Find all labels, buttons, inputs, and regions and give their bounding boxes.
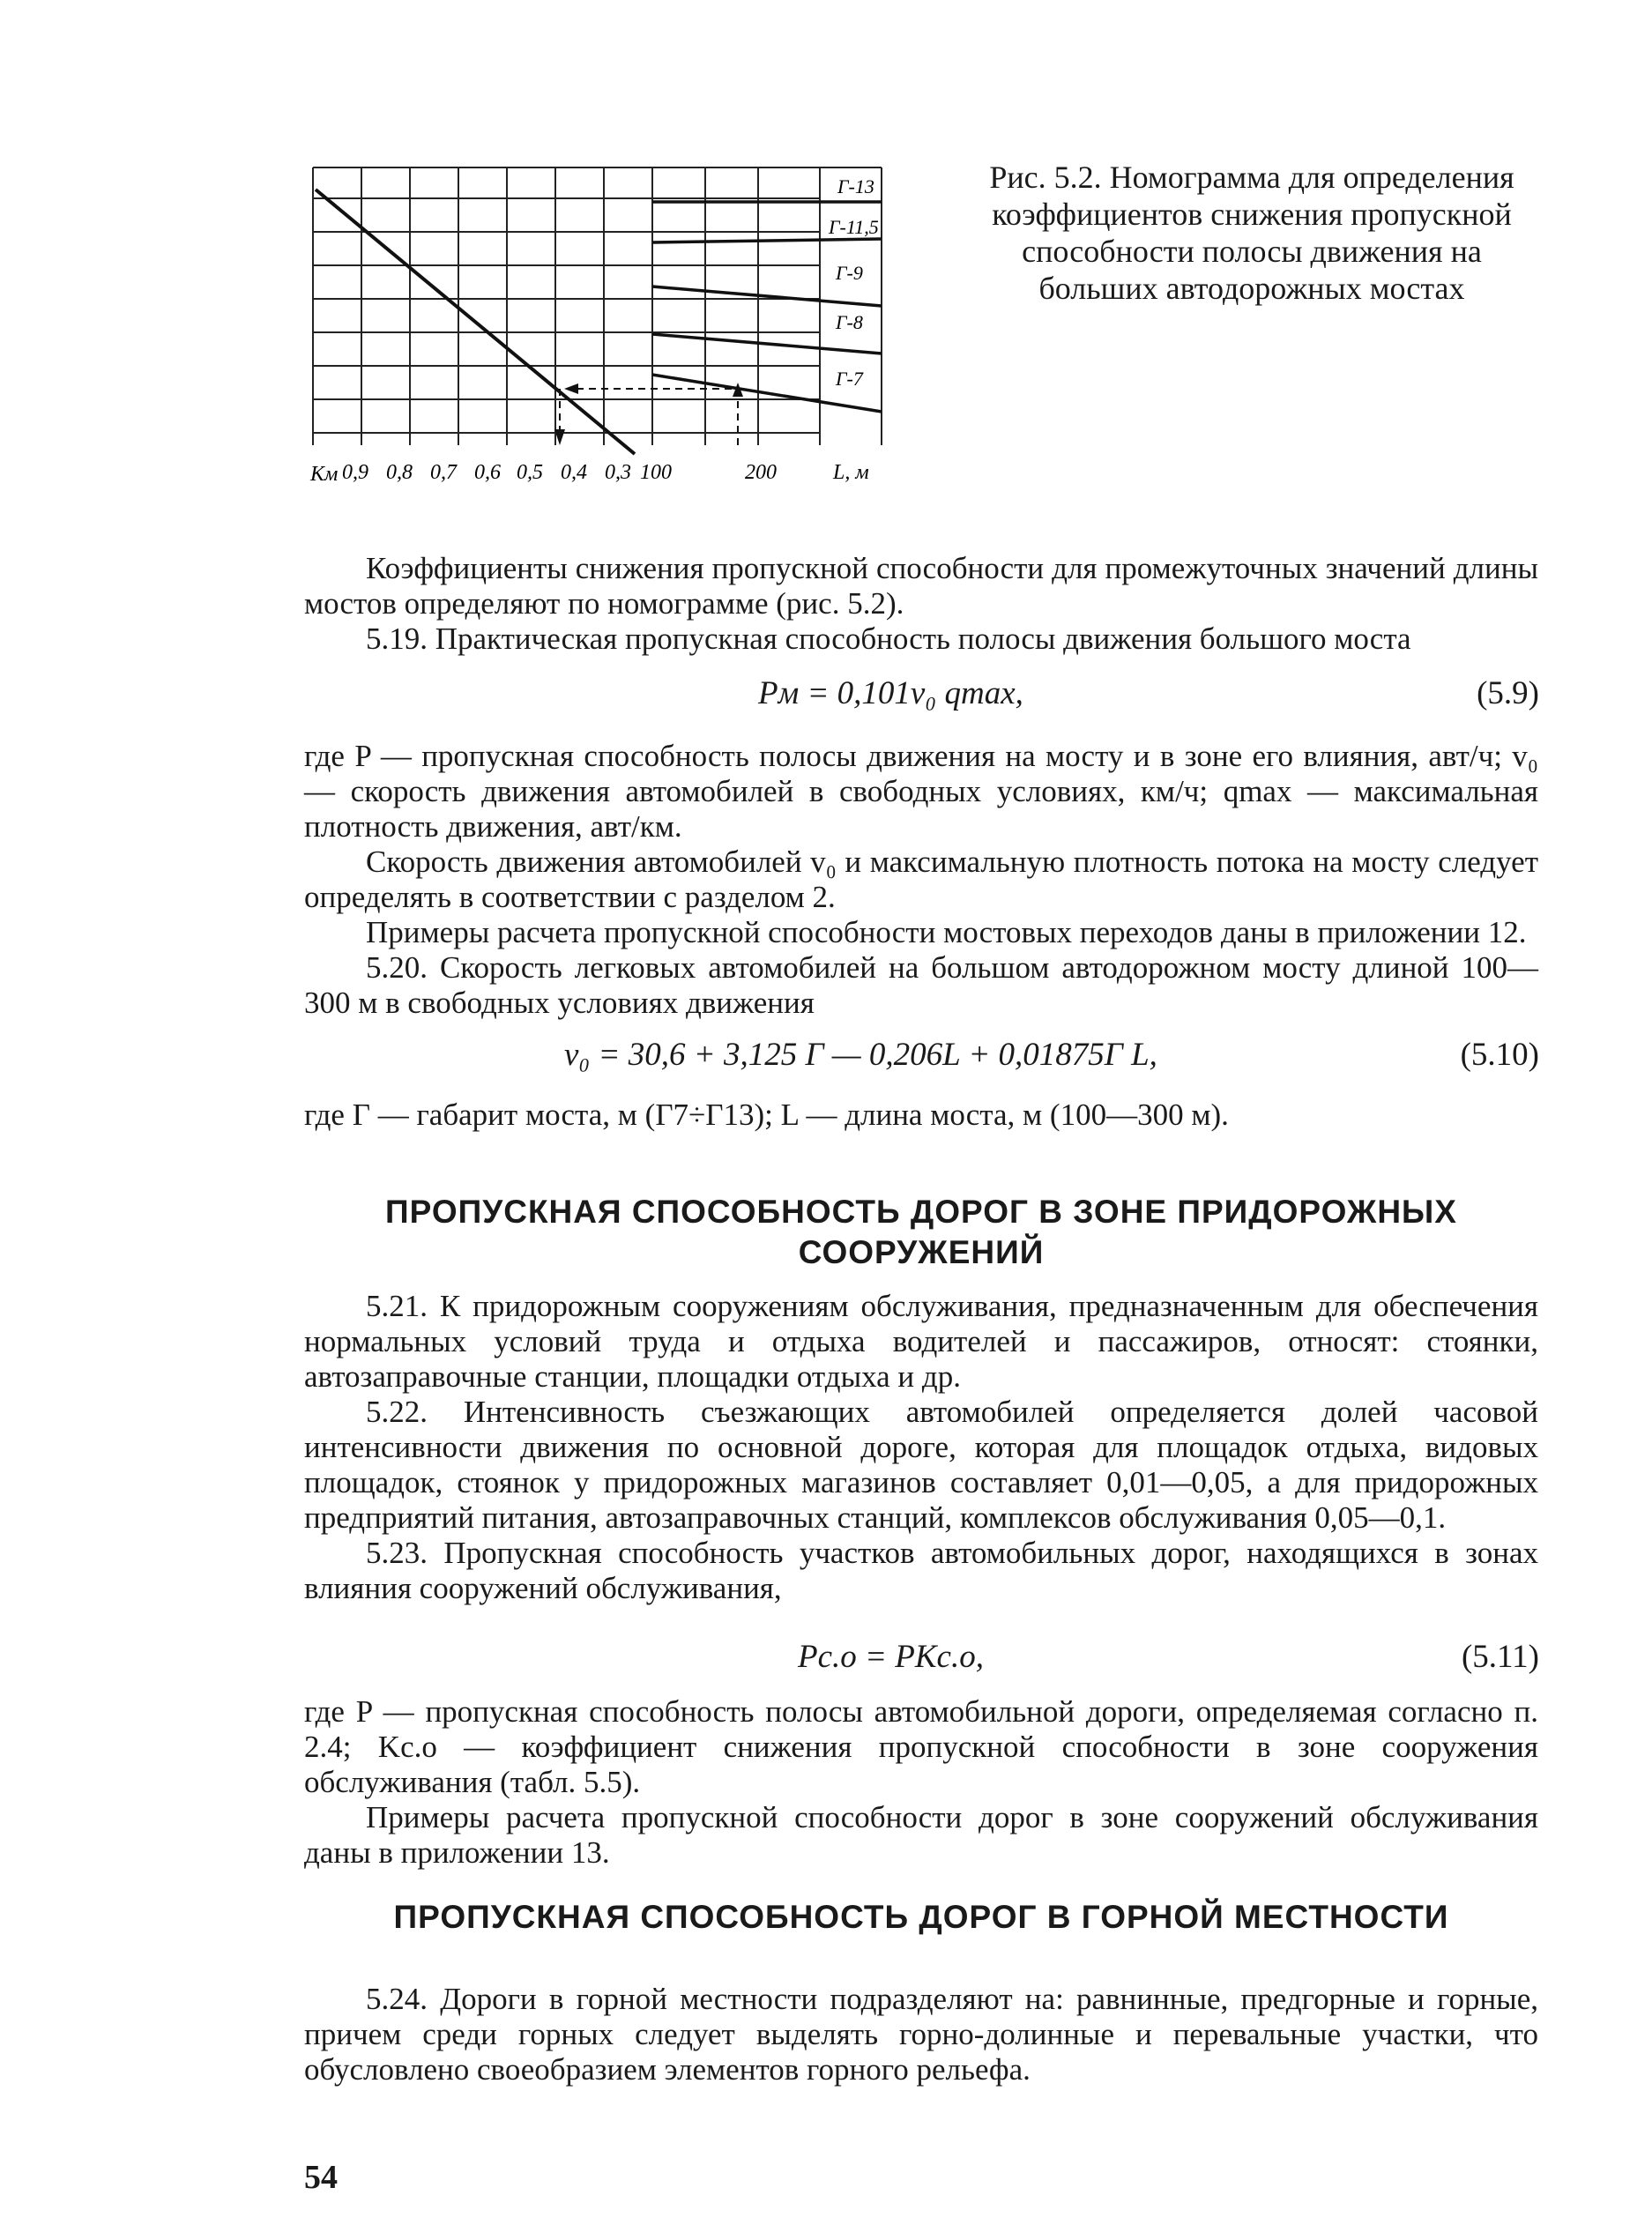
l-tick-label: 200	[745, 461, 777, 484]
text-block-4	[304, 1289, 1538, 1606]
paragraph: 5.24. Дороги в горной местности подразделяют на: равнинные, предгорные и горные, причем среди горных следует выделять горно-долинные и перевальные участки, что обусловлено своеобразием элементов горного рельефа.	[304, 1982, 1538, 2087]
text-block-6	[304, 1982, 1538, 2087]
axis-l-label: L, м	[833, 461, 869, 484]
paragraph: Коэффициенты снижения пропускной способности для промежуточных значений длины мостов определяют по номограмме (рис. 5.2).	[304, 551, 1538, 621]
km-tick-label: 0,5	[517, 461, 543, 484]
text-block-2	[304, 739, 1538, 1021]
construction-lines	[560, 389, 738, 445]
km-tick-label: 0,6	[474, 461, 501, 484]
equation-number: (5.11)	[1461, 1639, 1539, 1675]
curve-labels	[828, 175, 879, 390]
formula-5-9: Pм = 0,101v₀ qmax,	[758, 675, 1023, 711]
formula-5-11: Pс.о = PKс.о,	[798, 1639, 984, 1675]
curve-label-g9: Г-9	[836, 262, 863, 284]
paragraph: Примеры расчета пропускной способности мостовых переходов даны в приложении 12.	[366, 915, 1527, 949]
km-tick-label: 0,3	[605, 461, 631, 484]
paragraph: где P — пропускная способность полосы автомобильной дороги, определяемая согласно п. 2.4; Kс.о — коэффициент снижения пропускной способности в зоне сооружения обслуживания (табл. 5.5).	[304, 1694, 1538, 1799]
curve-label-g13: Г-13	[837, 175, 874, 197]
grid-lines	[313, 167, 882, 445]
arrowheads	[554, 383, 743, 445]
paragraph: где P — пропускная способность полосы движения на мосту и в зоне его влияния, авт/ч; v₀ — скорость движения автомобилей в свободных условиях, км/ч; qmax — максимальная плотность движения, авт/км.	[304, 739, 1538, 844]
axis-labels	[309, 461, 869, 486]
curve-label-g7: Г-7	[836, 368, 863, 390]
section-heading: ПРОПУСКНАЯ СПОСОБНОСТЬ ДОРОГ В ГОРНОЙ МЕСТНОСТИ	[393, 1899, 1449, 1935]
curve-label-g8: Г-8	[836, 311, 863, 333]
nomogram-figure	[300, 154, 899, 507]
paragraph: Скорость движения автомобилей v₀ и максимальную плотность потока на мосту следует определять в соответствии с разделом 2.	[304, 845, 1538, 914]
k-diagonal-line	[316, 190, 635, 454]
axis-km-label: Kм	[310, 463, 339, 486]
l-tick-label: 100	[640, 461, 672, 484]
paragraph: 5.22. Интенсивность съезжающих автомобилей определяется долей часовой интенсивности движения по основной дороге, которая для площадок отдыха, видовых площадок, стоянок у придорожных магазинов составляет 0,01—0,05, а для придорожных предприятий питания, автозаправочных станций, комплексов обслуживания 0,05—0,1.	[304, 1395, 1538, 1535]
km-tick-label: 0,9	[342, 461, 368, 484]
page-number: 54	[304, 2159, 338, 2196]
km-tick-label: 0,7	[430, 461, 457, 484]
text-block-3	[304, 1098, 1538, 1133]
text-block-5	[304, 1694, 1538, 1871]
formula-5-10: v₀ = 30,6 + 3,125 Г — 0,206L + 0,01875Г L,	[564, 1037, 1157, 1073]
text-block-1	[304, 551, 1538, 657]
equation-number: (5.9)	[1477, 675, 1539, 711]
paragraph: Примеры расчета пропускной способности дорог в зоне сооружений обслуживания даны в приложении 13.	[304, 1800, 1538, 1870]
km-tick-label: 0,4	[561, 461, 587, 484]
km-tick-label: 0,8	[386, 461, 413, 484]
section-heading: ПРОПУСКНАЯ СПОСОБНОСТЬ ДОРОГ В ЗОНЕ ПРИДОРОЖНЫХ СООРУЖЕНИЙ	[385, 1194, 1457, 1270]
paragraph: где Г — габарит моста, м (Г7÷Г13); L — длина моста, м (100—300 м).	[304, 1098, 1229, 1132]
curve-label-g115: Г-11,5	[829, 216, 879, 238]
figure-caption: Рис. 5.2. Номограмма для определения коэффициентов снижения пропускной способности полосы движения на больших автодорожных мостах	[989, 160, 1514, 306]
paragraph: 5.20. Скорость легковых автомобилей на большом автодорожном мосту длиной 100—300 м в свободных условиях движения	[304, 950, 1538, 1020]
paragraph: 5.23. Пропускная способность участков автомобильных дорог, находящихся в зонах влияния сооружений обслуживания,	[304, 1536, 1538, 1605]
paragraph: 5.21. К придорожным сооружениям обслуживания, предназначенным для обеспечения нормальных условий труда и отдыха водителей и пассажиров, относят: стоянки, автозаправочные станции, площадки отдыха и др.	[304, 1289, 1538, 1394]
paragraph: 5.19. Практическая пропускная способность полосы движения большого моста	[366, 621, 1411, 656]
equation-number: (5.10)	[1460, 1037, 1539, 1073]
